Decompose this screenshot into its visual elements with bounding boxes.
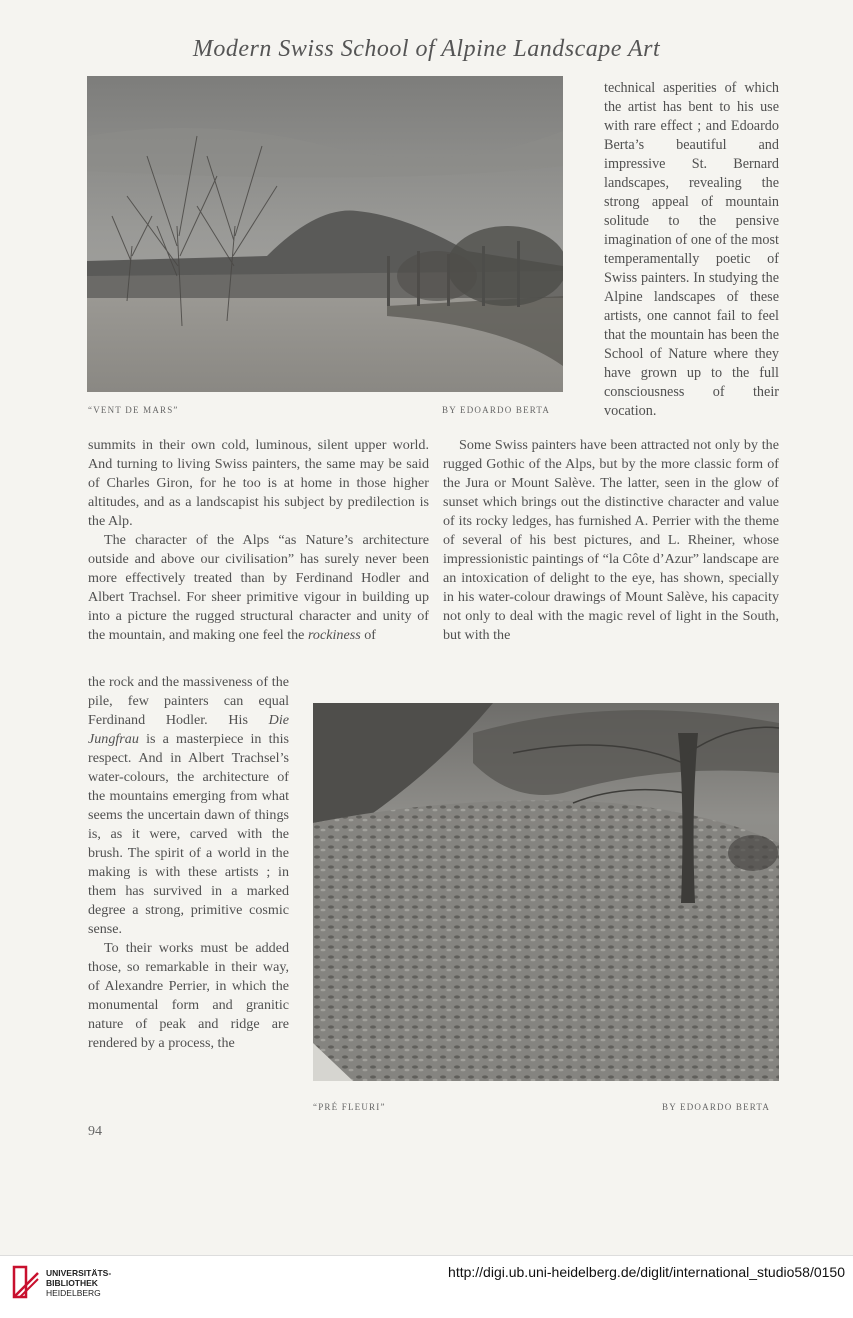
paragraph-2-end: of [364, 627, 376, 643]
paragraph-2-italic: rockiness [307, 627, 361, 643]
figure1-caption-artist: BY EDOARDO BERTA [442, 405, 551, 415]
page-number: 94 [88, 1124, 102, 1139]
landscape-painting-1 [87, 76, 563, 392]
source-url-link[interactable]: http://digi.ub.uni-heidelberg.de/diglit/international_studio58/0150 [448, 1264, 845, 1280]
left-column-text [88, 436, 429, 645]
die-jungfrau-title: Die Jungfrau [88, 712, 290, 747]
left-narrow-column-text [88, 673, 289, 1053]
figure2-caption-artist: BY EDOARDO BERTA [662, 1102, 771, 1112]
paragraph-2-continued-b: is a masterpiece in this respect. And in Albert Trachsel’s water-colours, the architecture of the mountains emerging from what seems the uncertain dawn of things is, as it were, carved with the brush. The spirit of a world in the making is with these artists ; in them has survived in a marked degree a strong, primitive cosmic sense. [88, 731, 289, 937]
paragraph-2-continued-a: the rock and the massiveness of the pile, few painters can equal Ferdinand Hodler. His [88, 674, 289, 728]
figure1-caption-title: “VENT DE MARS” [88, 405, 179, 415]
right-column-top-text: technical asperities of which the artist has bent to his use with rare effect ; and Edoardo Berta’s beautiful and impressive St. Bernard landscapes, revealing the strong appeal of mountain solitude to the pensive imagination of one of the most temperamentally poetic of Swiss painters. In studying the Alpine landscapes of these artists, one cannot fail to feel that the mountain has been the School of Nature where they have grown up to the full consciousness of their vocation. [604, 80, 779, 419]
landscape-painting-2 [313, 703, 779, 1081]
library-logo-icon [12, 1265, 40, 1299]
paragraph-2-start: The character of the Alps “as Nature’s architecture outside and above our civilisation” has surely never been more effectively treated than by Ferdinand Hodler and Albert Trachsel. For sheer primitive vigour in building up into a picture the rugged structural character and unity of the mountain, and making one feel the [88, 532, 429, 643]
paragraph-1: summits in their own cold, luminous, silent upper world. And turning to living Swiss painters, the same may be said of Charles Giron, for he too is at home in those higher altitudes, and as a landscapist his subject by predilection is the Alp. [88, 437, 429, 529]
figure-vent-de-mars [87, 76, 563, 392]
figure2-caption-title: “PRÉ FLEURI” [313, 1102, 386, 1112]
library-logo-text [46, 1268, 111, 1298]
page-title: Modern Swiss School of Alpine Landscape Art [192, 36, 661, 62]
logo-line-3: HEIDELBERG [46, 1288, 101, 1298]
logo-line-1: UNIVERSITÄTS- [46, 1268, 112, 1278]
paragraph-3: To their works must be added those, so remarkable in their way, of Alexandre Perrier, in which the monumental form and granitic nature of peak and ridge are rendered by a process, the [88, 940, 289, 1051]
right-column-middle-text: Some Swiss painters have been attracted not only by the rugged Gothic of the Alps, but by the more classic form of the Jura or Mount Salève. The latter, seen in the glow of sunset which brings out the distinctive character and value of its rocky ledges, has furnished A. Perrier with the theme of several of his best pictures, and L. Rheiner, whose impressionistic paintings of “la Côte d’Azur” landscape are an intoxication of delight to the eye, has shown, specially in his water-colour drawings of Mount Salève, his capacity not only to deal with the magic revel of light in the South, but with the [443, 437, 779, 643]
logo-line-2: BIBLIOTHEK [46, 1278, 98, 1288]
figure-pre-fleuri [313, 703, 779, 1081]
paragraph-2-continued [88, 673, 289, 939]
paragraph-2 [88, 531, 429, 645]
